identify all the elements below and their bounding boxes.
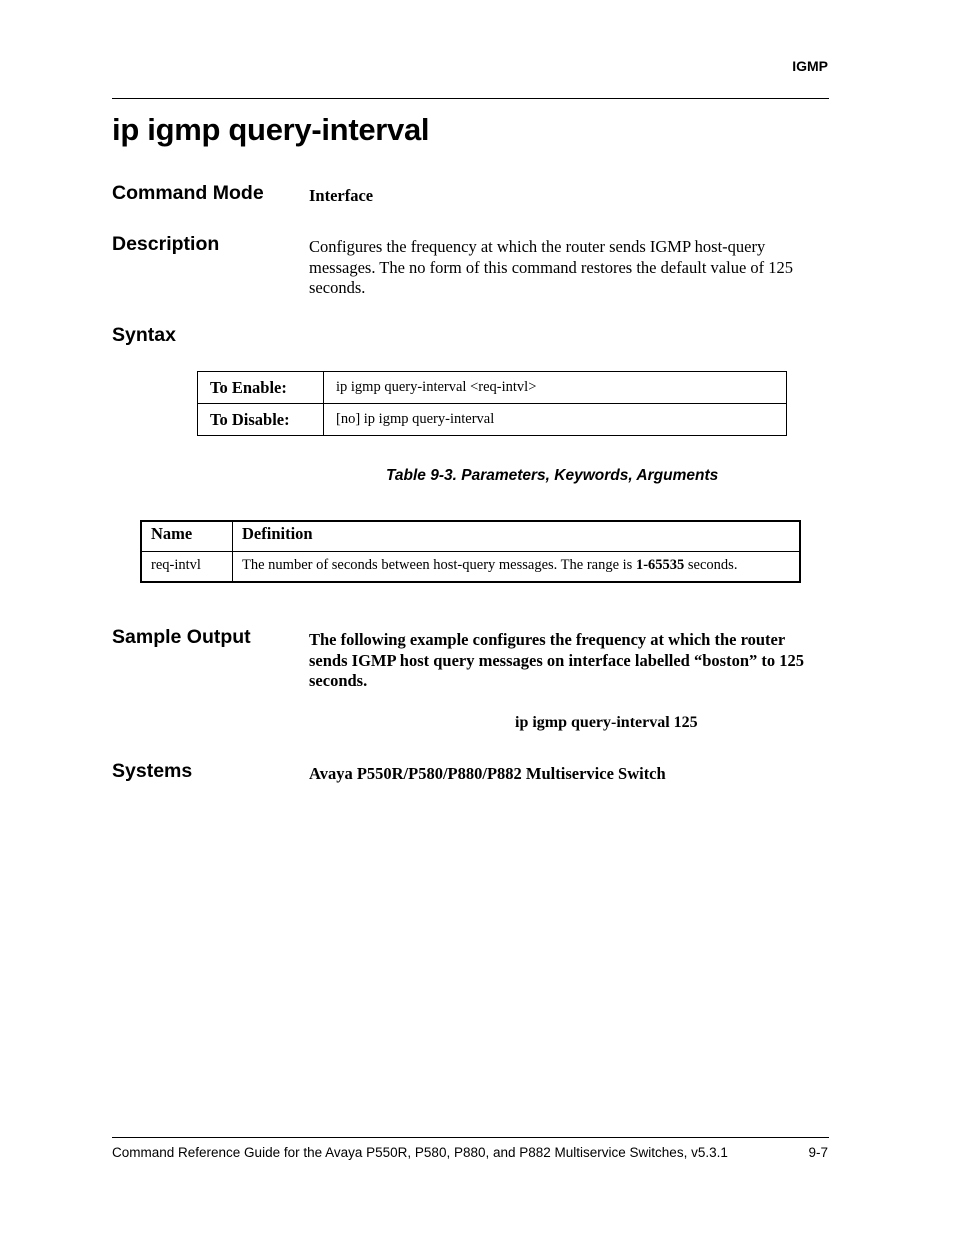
sample-output-label: Sample Output [112, 626, 251, 648]
footer-rule [112, 1137, 829, 1138]
header-rule [112, 98, 829, 99]
syntax-enable-key: To Enable: [198, 372, 324, 404]
page-number: 9-7 [808, 1145, 828, 1160]
footer-text: Command Reference Guide for the Avaya P550R, P580, P880, and P882 Multiservice Switches, v5.3.1 [112, 1145, 728, 1160]
systems-value: Avaya P550R/P580/P880/P882 Multiservice Switch [309, 764, 666, 783]
parameters-header-row [141, 521, 800, 552]
param-definition-prefix: The number of seconds between host-query messages. The range is [242, 557, 636, 573]
column-header-name: Name [141, 521, 233, 552]
syntax-enable-value: ip igmp query-interval <req-intvl> [324, 372, 787, 404]
table-row [141, 552, 800, 583]
param-definition [233, 552, 801, 583]
param-definition-suffix: seconds. [684, 557, 738, 573]
table-caption: Table 9-3. Parameters, Keywords, Arguments [386, 467, 719, 484]
param-name: req-intvl [141, 552, 233, 583]
running-header-section: IGMP [792, 58, 828, 74]
column-header-definition: Definition [233, 521, 801, 552]
parameters-table [140, 520, 801, 583]
systems-label: Systems [112, 760, 193, 782]
syntax-disable-key: To Disable: [198, 404, 324, 436]
description-label: Description [112, 233, 220, 255]
sample-command: ip igmp query-interval 125 [515, 714, 698, 731]
description-text: Configures the frequency at which the router sends IGMP host-query messages. The no form of this command restores the default value of 125 seconds. [309, 237, 794, 297]
syntax-row-enable [198, 372, 787, 404]
syntax-table [197, 371, 787, 436]
page-title: ip igmp query-interval [112, 112, 430, 147]
sample-output-text: The following example configures the frequency at which the router sends IGMP host query messages on interface labelled “boston” to 125 seconds. [309, 630, 804, 690]
command-mode-label: Command Mode [112, 182, 264, 204]
syntax-row-disable [198, 404, 787, 436]
command-mode-value: Interface [309, 186, 374, 205]
syntax-disable-value: [no] ip igmp query-interval [324, 404, 787, 436]
syntax-label: Syntax [112, 324, 176, 346]
param-range: 1-65535 [635, 557, 685, 573]
